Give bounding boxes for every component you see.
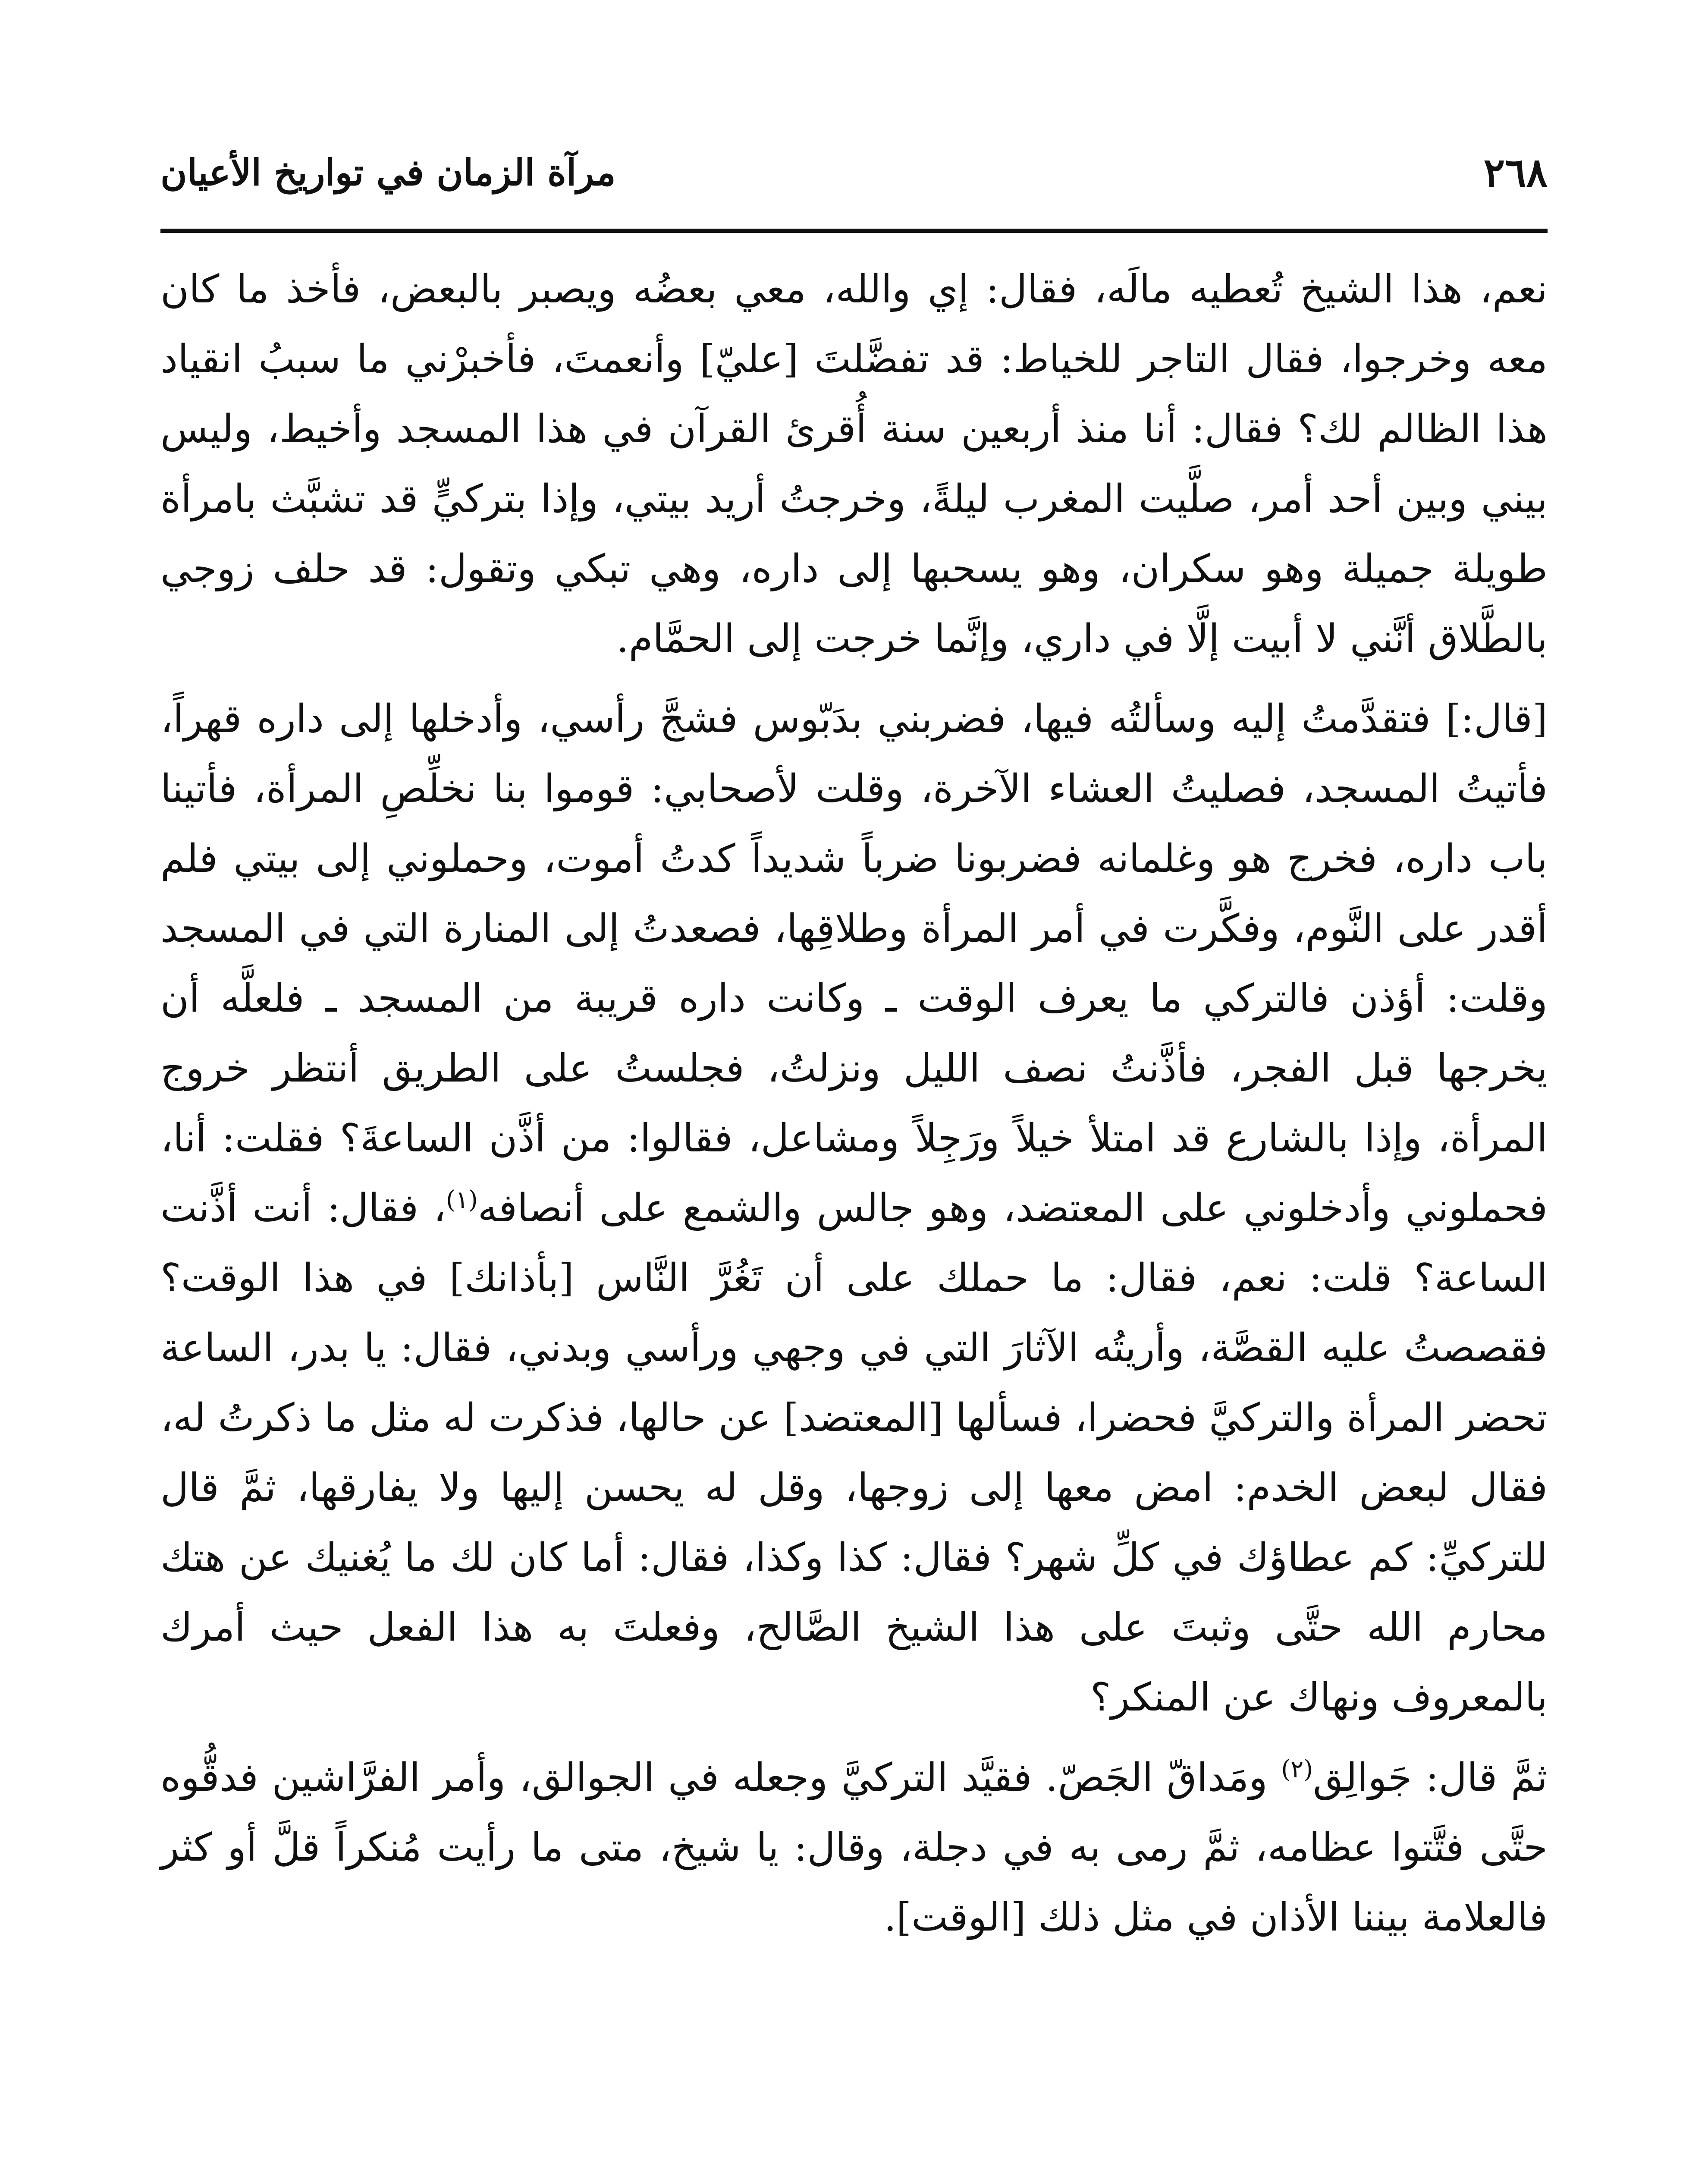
- paragraph-text: نعم، هذا الشيخ تُعطيه مالَه، فقال: إي والله، معي بعضُه ويصبر بالبعض، فأخذ ما كان معه وخرجوا، فقال التاجر للخياط: قد تفضَّلتَ [عليّ] وأنعمتَ، فأخبرْني ما سببُ انقياد هذا الظالم لك؟ فقال: أنا منذ أربعين سنة أُقرئ القرآن في هذا المسجد وأخيط، وليس بيني وبين أحد أمر، صلَّيت المغرب ليلةً، وخرجتُ أريد بيتي، وإذا بتركيٍّ قد تشبَّث بامرأة طويلة جميلة وهو سكران، وهو يسحبها إلى داره، وهي تبكي وتقول: قد حلف زوجي بالطَّلاق أنَّني لا أبيت إلَّا في داري، وإنَّما خرجت إلى الحمَّام.: [160, 267, 1548, 661]
- page-number: ٢٦٨: [1483, 149, 1548, 196]
- running-title: مرآة الزمان في تواريخ الأعيان: [160, 151, 616, 194]
- paragraph-text: [قال:] فتقدَّمتُ إليه وسألتُه فيها، فضربني بدَبّوس فشجَّ رأسي، وأدخلها إلى داره قهراً، فأتيتُ المسجد، فصليتُ العشاء الآخرة، وقلت لأصحابي: قوموا بنا نخلِّصِ المرأة، فأتينا باب داره، فخرج هو وغلمانه فضربونا ضرباً شديداً كدتُ أموت، وحملوني إلى بيتي فلم أقدر على النَّوم، وفكَّرت في أمر المرأة وطلاقِها، فصعدتُ إلى المنارة التي في المسجد وقلت: أؤذن فالتركي ما يعرف الوقت ـ وكانت داره قريبة من المسجد ـ فلعلَّه أن يخرجها قبل الفجر، فأذَّنتُ نصف الليل ونزلتُ، فجلستُ على الطريق أنتظر خروج المرأة، وإذا بالشارع قد امتلأ خيلاً ورَجِلاً ومشاعل، فقالوا: من أذَّن الساعةَ؟ فقلت: أنا، فحملوني وأدخلوني على المعتضد، وهو جالس والشمع على أنصافه: [160, 696, 1548, 1231]
- paragraph-text: ثمَّ قال: جَوالِق: [1313, 1755, 1548, 1800]
- footnote-reference-1: (١): [446, 1186, 478, 1214]
- main-text: [160, 255, 1548, 1953]
- paragraph-3: [160, 1743, 1548, 1953]
- paragraph-2: [160, 684, 1548, 1733]
- page-header: [160, 145, 1548, 201]
- paragraph-text: ، فقال: أنت أذَّنت الساعة؟ قلت: نعم، فقال: ما حملك على أن تَغُرَّ النَّاس [بأذانك] في هذا الوقت؟ فقصصتُ عليه القصَّة، وأريتُه الآثارَ التي في وجهي ورأسي وبدني، فقال: يا بدر، الساعة تحضر المرأة والتركيَّ فحضرا، فسألها [المعتضد] عن حالها، فذكرت له مثل ما ذكرتُ له، فقال لبعض الخدم: امض معها إلى زوجها، وقل له يحسن إليها ولا يفارقها، ثمَّ قال للتركيِّ: كم عطاؤك في كلِّ شهر؟ فقال: كذا وكذا، فقال: أما كان لك ما يُغنيك عن هتك محارم الله حتَّى وثبتَ على هذا الشيخ الصَّالح، وفعلتَ به هذا الفعل حيث أمرك بالمعروف ونهاك عن المنكر؟: [160, 1185, 1548, 1720]
- footnote-reference-2: (٢): [1281, 1755, 1313, 1783]
- paragraph-1: [160, 255, 1548, 674]
- paragraph-text: ومَداقّ الجَصّ. فقيَّد التركيَّ وجعله في الجوالق، وأمر الفرَّاشين فدقُّوه حتَّى فتَّتوا عظامه، ثمَّ رمى به في دجلة، وقال: يا شيخ، متى ما رأيت مُنكراً قلَّ أو كثر فالعلامة بيننا الأذان في مثل ذلك [الوقت].: [160, 1755, 1548, 1940]
- header-rule: [160, 229, 1548, 233]
